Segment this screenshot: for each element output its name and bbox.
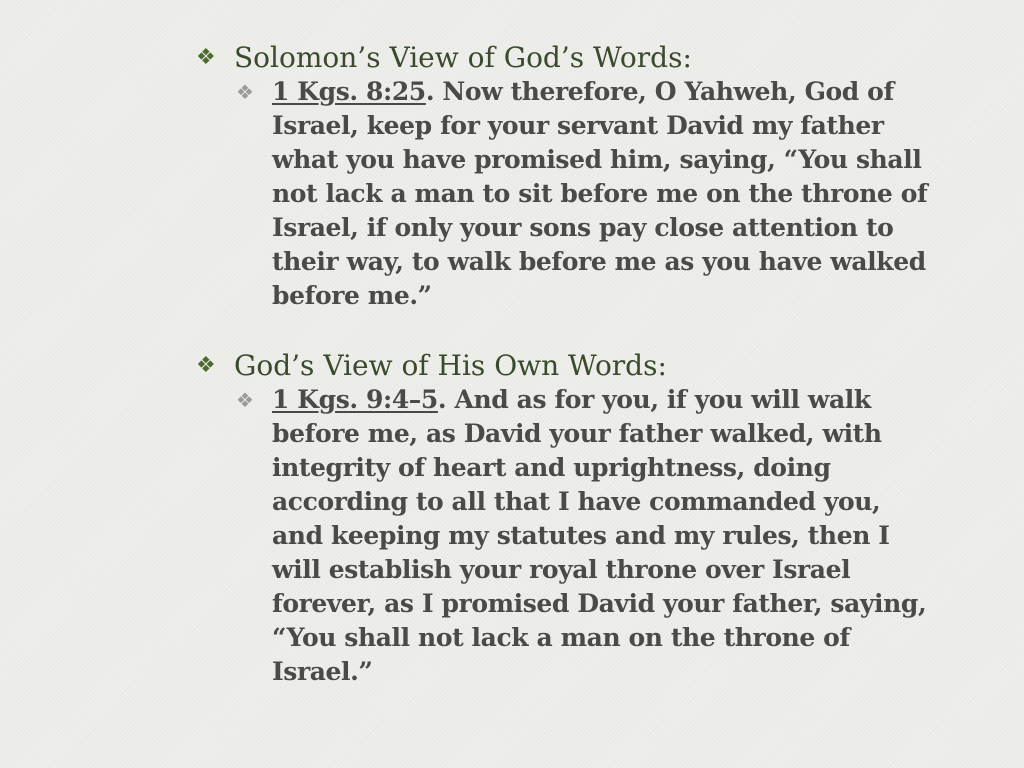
verse-content: . Now therefore, O Yahweh, God of Israel, keep for your servant David my father what you have promised him, saying, “You shall not lack a man to sit before me on the throne of Israel, if only your sons pay close attention to their way, to walk before me as you have walked before me.”	[272, 77, 928, 310]
diamond-bullet-icon: ❖	[196, 353, 216, 378]
verse-item	[236, 383, 956, 689]
section-gods-view	[196, 349, 956, 689]
section-solomons-view	[196, 41, 956, 313]
scripture-reference: 1 Kgs. 9:4–5	[272, 385, 438, 414]
verse-text	[272, 383, 932, 689]
scripture-reference: 1 Kgs. 8:25	[272, 77, 426, 106]
diamond-bullet-icon: ❖	[236, 80, 254, 104]
verse-item	[236, 75, 956, 313]
verse-content: . And as for you, if you will walk before me, as David your father walked, with integrity of heart and uprightness, doing according to all that I have commanded you, and keeping my statutes and my rules, then I will establish your royal throne over Israel forever, as I promised David your father, saying, “You shall not lack a man on the throne of Israel.”	[272, 385, 927, 686]
diamond-bullet-icon: ❖	[236, 388, 254, 412]
section-heading: God’s View of His Own Words:	[234, 349, 667, 382]
heading-row	[196, 349, 956, 383]
heading-row	[196, 41, 956, 75]
section-heading: Solomon’s View of God’s Words:	[234, 41, 692, 74]
verse-text	[272, 75, 932, 313]
diamond-bullet-icon: ❖	[196, 45, 216, 70]
